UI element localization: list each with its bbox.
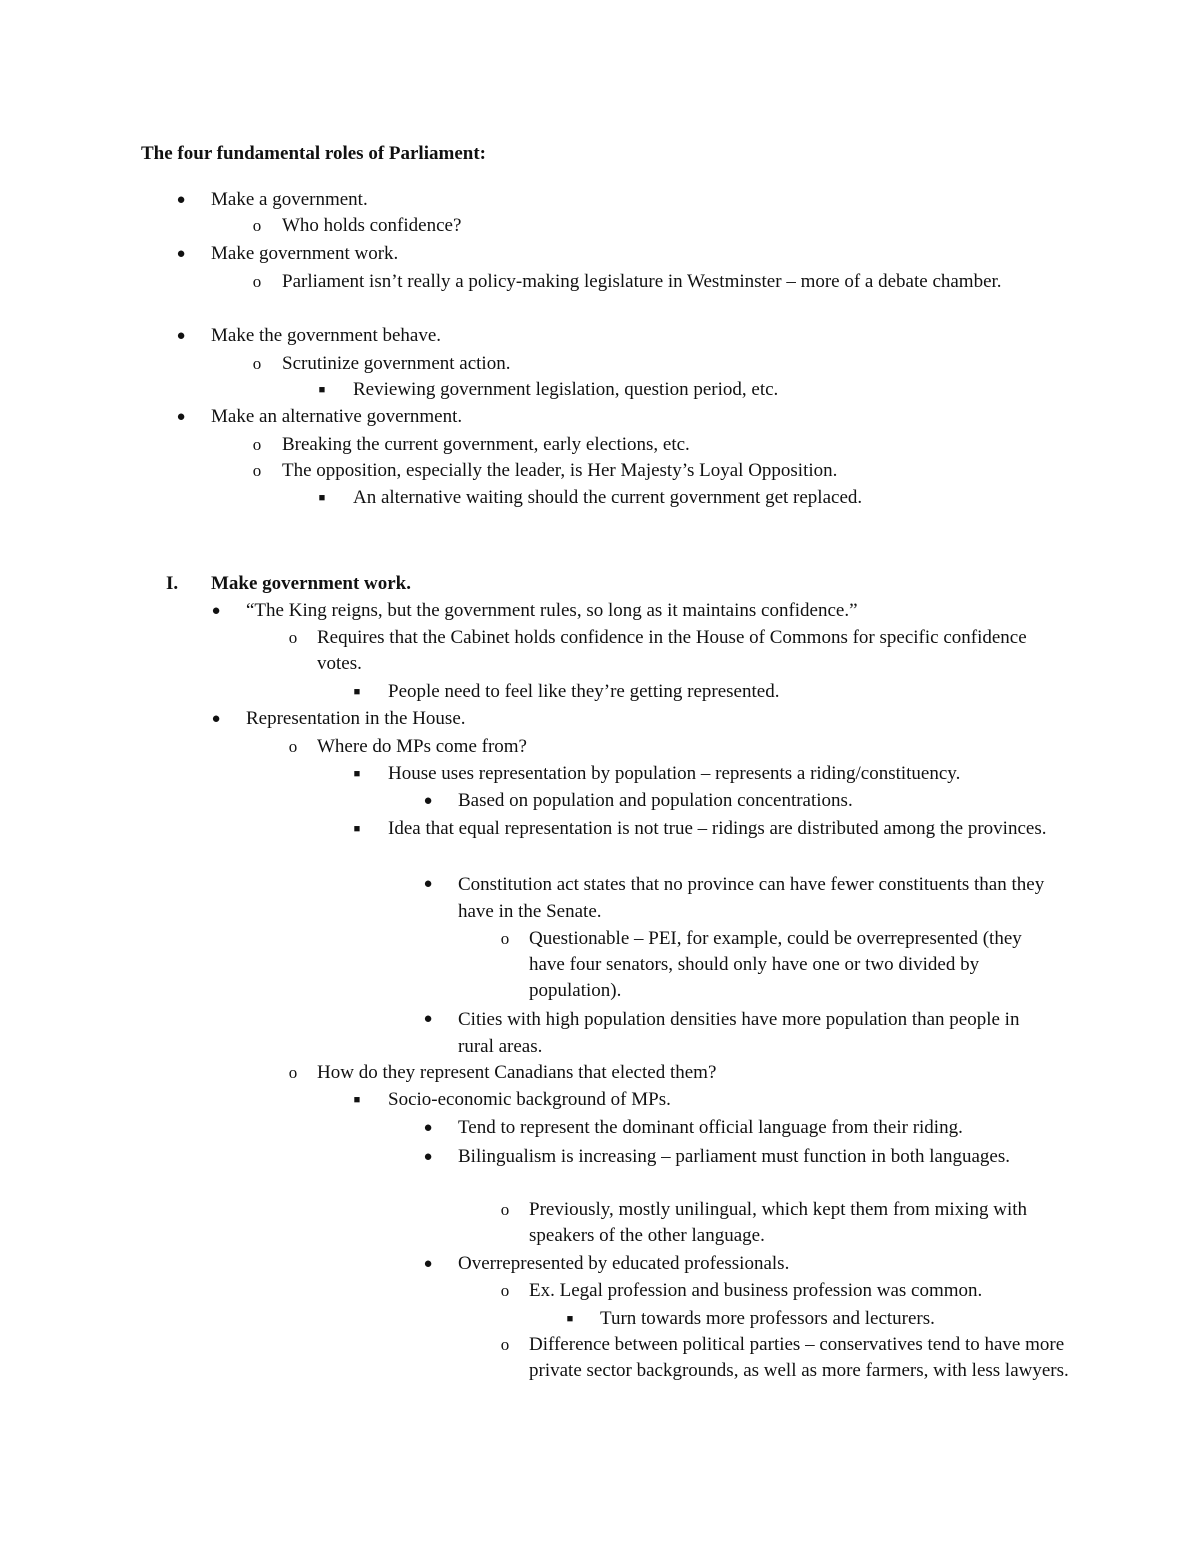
list-item: Previously, mostly unilingual, which kept them from mixing with speakers of the other language. (529, 1199, 1028, 1246)
list-item: Ex. Legal profession and business profession was common. (529, 1280, 983, 1301)
bullet-square: ■ (566, 1313, 574, 1325)
section-heading: Make government work. (211, 573, 411, 594)
list-item: “The King reigns, but the government rules, so long as it maintains confidence.” (246, 600, 858, 621)
bullet-disc: ● (211, 603, 221, 619)
bullet-circle: o (252, 354, 262, 373)
bullet-circle: o (252, 461, 262, 480)
list-item: Breaking the current government, early elections, etc. (282, 434, 690, 455)
list-item: Turn towards more professors and lecturers. (600, 1308, 935, 1329)
list-item: Socio-economic background of MPs. (388, 1089, 671, 1110)
bullet-disc: ● (423, 876, 433, 892)
bullet-square: ■ (318, 492, 326, 504)
list-item: Parliament isn’t really a policy-making legislature in Westminster – more of a debate chamber. (282, 271, 1002, 292)
list-item: Make government work. (211, 243, 399, 264)
bullet-circle: o (500, 1281, 510, 1300)
bullet-circle: o (288, 1063, 298, 1082)
bullet-circle: o (252, 216, 262, 235)
bullet-disc: ● (423, 1120, 433, 1136)
bullet-square: ■ (353, 1094, 361, 1106)
bullet-circle: o (500, 1335, 510, 1354)
list-item: House uses representation by population – represents a riding/constituency. (388, 763, 961, 784)
list-item: Requires that the Cabinet holds confidence in the House of Commons for specific confidence votes. (317, 627, 1027, 674)
list-item: Who holds confidence? (282, 215, 462, 236)
bullet-circle: o (288, 737, 298, 756)
list-item: Bilingualism is increasing – parliament must function in both languages. (458, 1146, 1010, 1167)
list-item: Difference between political parties – conservatives tend to have more private sector backgrounds, as well as more farmers, with less lawyers. (529, 1334, 1069, 1381)
list-item: The opposition, especially the leader, is Her Majesty’s Loyal Opposition. (282, 460, 838, 481)
bullet-disc: ● (423, 1256, 433, 1272)
list-item: Reviewing government legislation, question period, etc. (353, 379, 779, 400)
bullet-disc: ● (211, 711, 221, 727)
list-item: Where do MPs come from? (317, 736, 527, 757)
list-item: Make the government behave. (211, 325, 442, 346)
bullet-square: ■ (353, 768, 361, 780)
document-title: The four fundamental roles of Parliament: (141, 143, 486, 164)
bullet-disc: ● (423, 1011, 433, 1027)
list-item: Questionable – PEI, for example, could be overrepresented (they have four senators, should only have one or two divided by population). (529, 928, 1022, 1001)
list-item: How do they represent Canadians that elected them? (317, 1062, 717, 1083)
list-item: Scrutinize government action. (282, 353, 511, 374)
section-number: I. (166, 573, 179, 594)
bullet-disc: ● (176, 409, 186, 425)
bullet-disc: ● (176, 246, 186, 262)
bullet-circle: o (500, 929, 510, 948)
bullet-circle: o (500, 1200, 510, 1219)
list-item: People need to feel like they’re getting represented. (388, 681, 780, 702)
bullet-square: ■ (353, 823, 361, 835)
bullet-disc: ● (176, 328, 186, 344)
bullet-disc: ● (423, 1149, 433, 1165)
list-item: Cities with high population densities have more population than people in rural areas. (458, 1009, 1020, 1057)
list-item: An alternative waiting should the current government get replaced. (353, 487, 863, 508)
list-item: Constitution act states that no province can have fewer constituents than they have in the Senate. (458, 874, 1045, 922)
bullet-circle: o (252, 272, 262, 291)
bullet-circle: o (252, 435, 262, 454)
list-item: Idea that equal representation is not true – ridings are distributed among the provinces. (388, 818, 1047, 839)
list-item: Make an alternative government. (211, 406, 463, 427)
bullet-circle: o (288, 628, 298, 647)
bullet-disc: ● (176, 192, 186, 208)
list-item: Make a government. (211, 189, 368, 210)
bullet-disc: ● (423, 793, 433, 809)
list-item: Based on population and population concentrations. (458, 790, 853, 811)
list-item: Tend to represent the dominant official language from their riding. (458, 1117, 963, 1138)
bullet-square: ■ (353, 686, 361, 698)
list-item: Overrepresented by educated professionals. (458, 1253, 790, 1274)
bullet-square: ■ (318, 384, 326, 396)
list-item: Representation in the House. (246, 708, 466, 729)
